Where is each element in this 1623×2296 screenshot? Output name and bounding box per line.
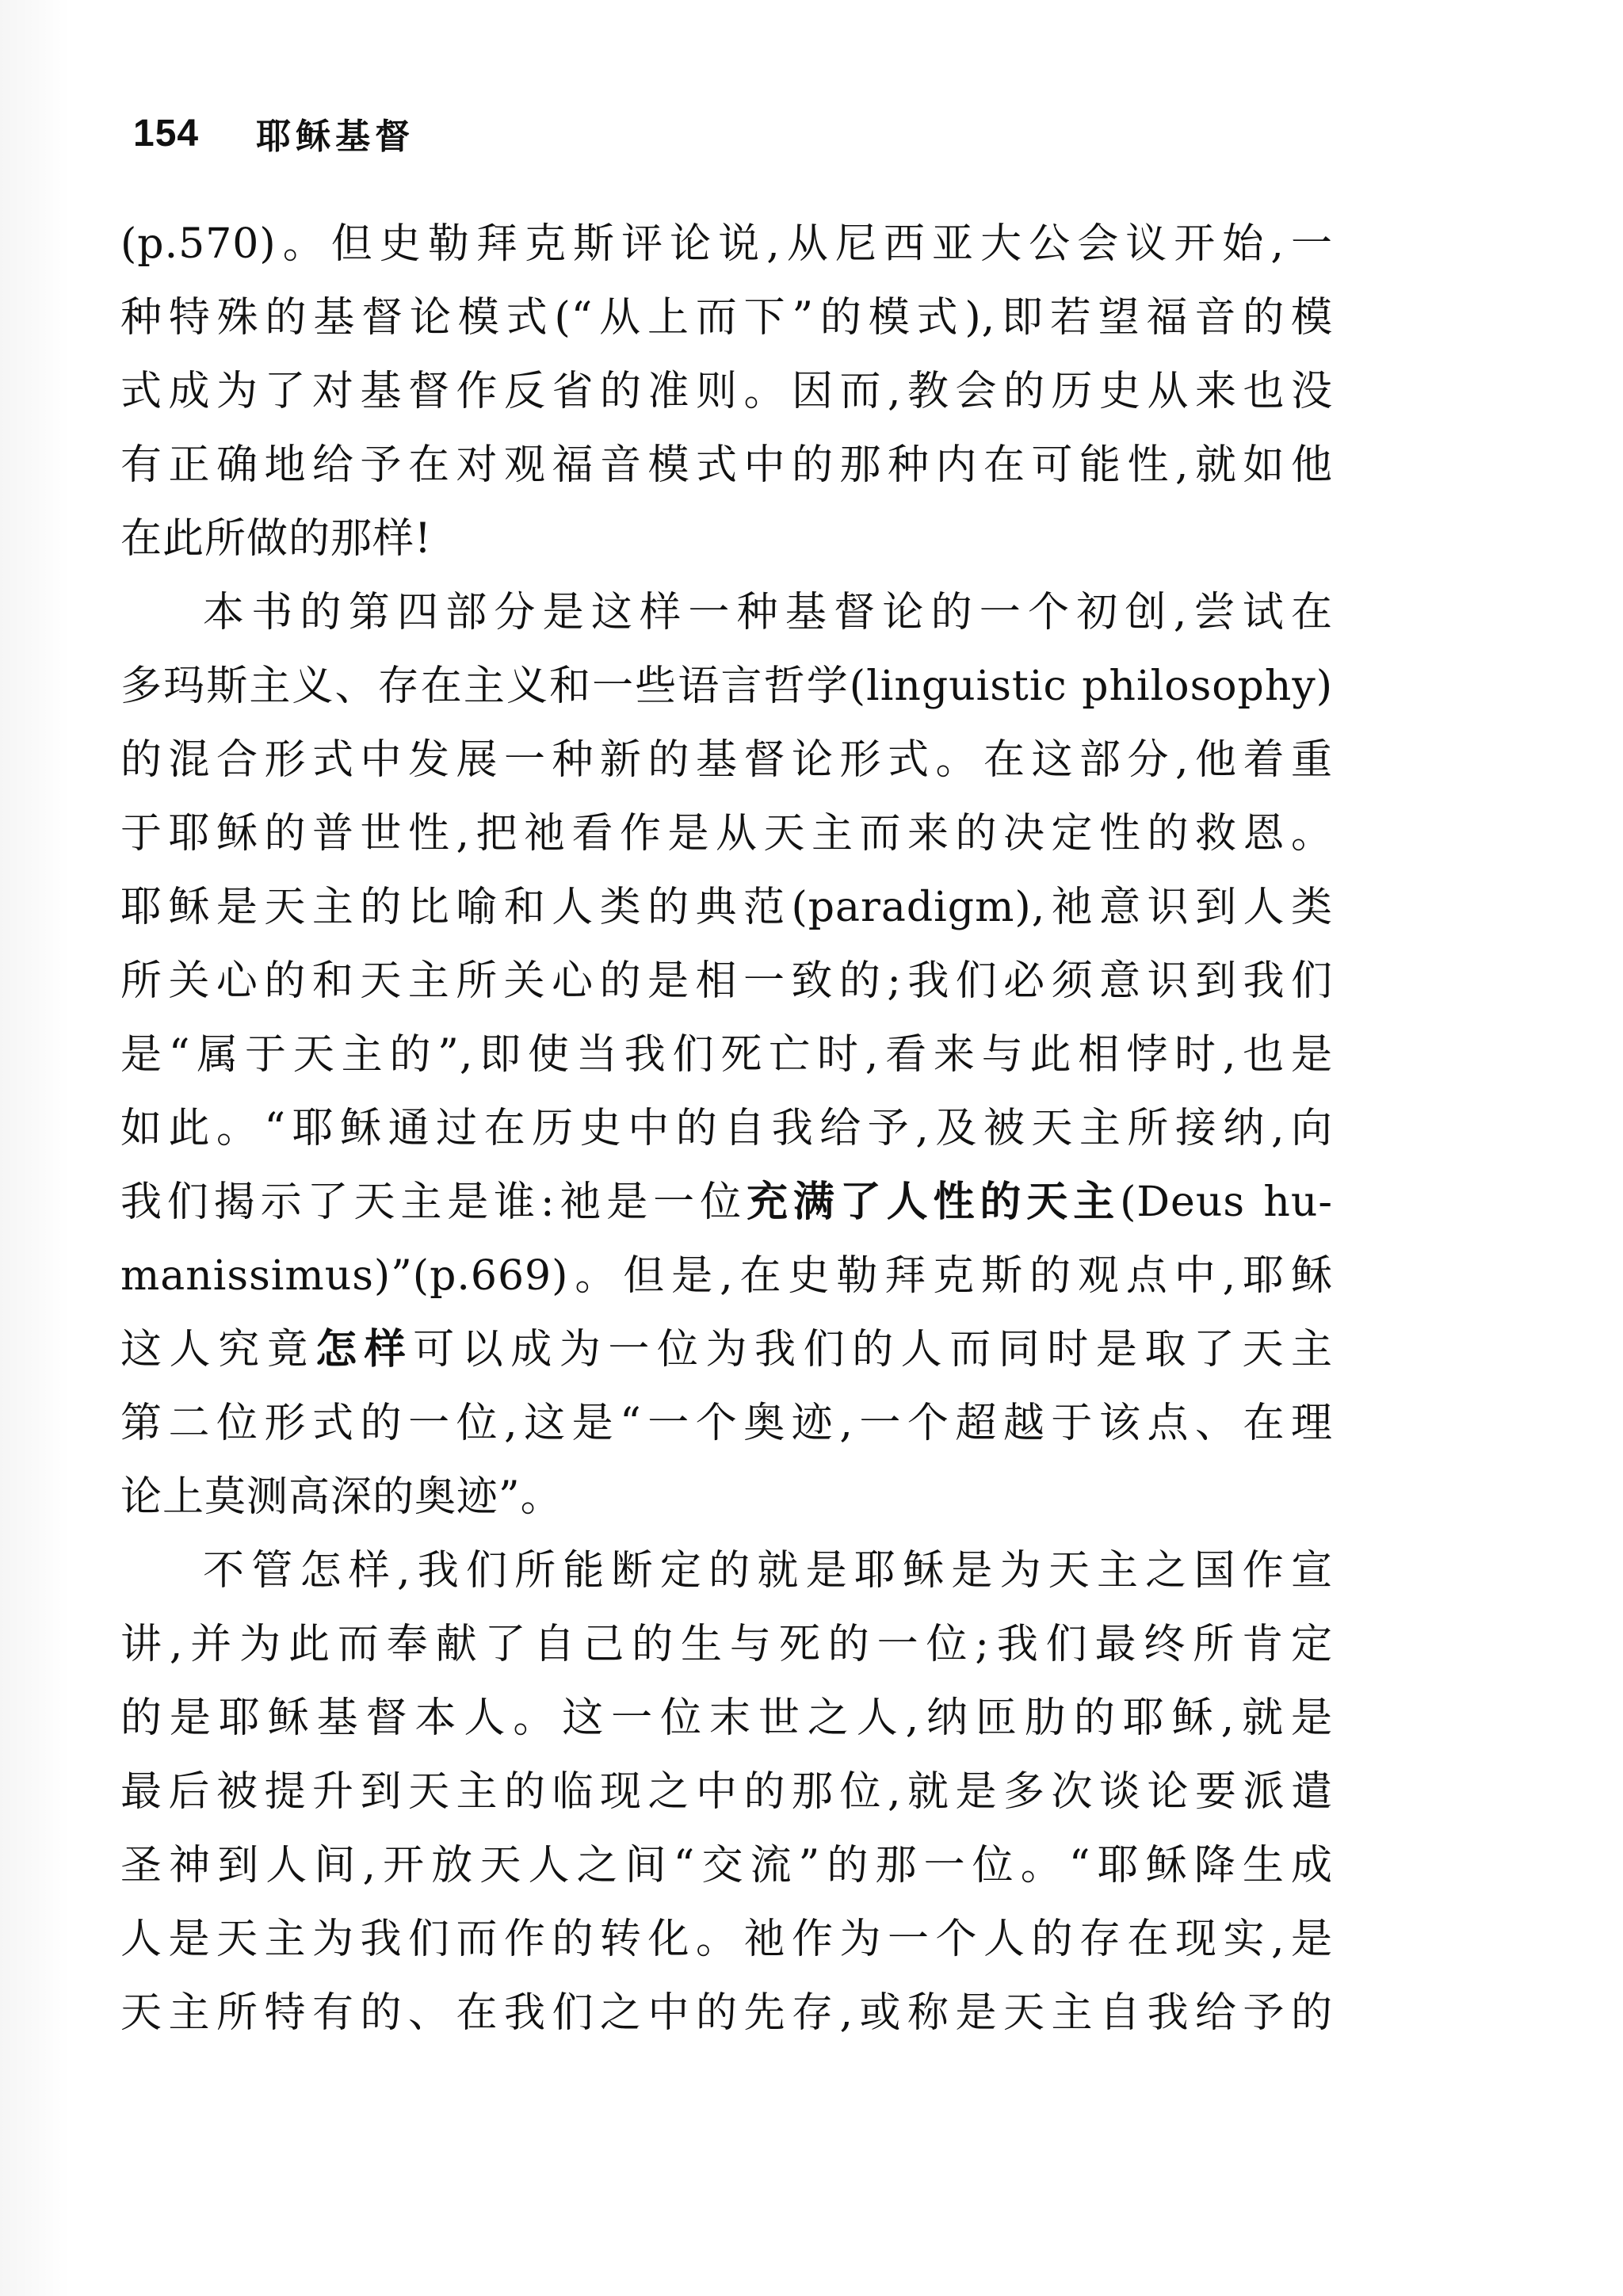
text-line: 本书的第四部分是这样一种基督论的一个初创,尝试在 xyxy=(203,589,1333,636)
text-line: 讲,并为此而奉献了自己的生与死的一位;我们最终所肯定 xyxy=(120,1621,1333,1668)
text-line: 在此所做的那样! xyxy=(120,515,432,563)
text-run: 这人究竟 xyxy=(120,1326,316,1373)
text-line: 圣神到人间,开放天人之间“交流”的那一位。“耶稣降生成 xyxy=(120,1842,1333,1889)
text-line: 式成为了对基督作反省的准则。因而,教会的历史从来也没 xyxy=(120,368,1333,415)
page-fold-shadow xyxy=(0,0,71,2296)
text-line: 人是天主为我们而作的转化。祂作为一个人的存在现实,是 xyxy=(120,1916,1333,1963)
text-run: 我们揭示了天主是谁:祂是一位 xyxy=(120,1179,747,1226)
paragraph-2 xyxy=(120,576,1333,1534)
text-line: 最后被提升到天主的临现之中的那位,就是多次谈论要派遣 xyxy=(120,1768,1333,1816)
text-line: 耶稣是天主的比喻和人类的典范(paradigm),祂意识到人类 xyxy=(120,884,1333,931)
body-text xyxy=(120,208,1333,2050)
text-line: 的是耶稣基督本人。这一位末世之人,纳匝肋的耶稣,就是 xyxy=(120,1694,1333,1742)
text-line: 种特殊的基督论模式(“从上而下”的模式),即若望福音的模 xyxy=(120,294,1333,342)
text-line: 如此。“耶稣通过在历史中的自我给予,及被天主所接纳,向 xyxy=(120,1105,1333,1152)
text-line: 不管怎样,我们所能断定的就是耶稣是为天主之国作宣 xyxy=(203,1547,1333,1595)
paragraph-1 xyxy=(120,208,1333,576)
page-number: 154 xyxy=(133,112,200,155)
text-line: 天主所特有的、在我们之中的先存,或称是天主自我给予的 xyxy=(120,1989,1333,2037)
text-line: 于耶稣的普世性,把祂看作是从天主而来的决定性的救恩。 xyxy=(120,810,1333,858)
text-line: 的混合形式中发展一种新的基督论形式。在这部分,他着重 xyxy=(120,736,1333,784)
text-run: 可以成为一位为我们的人而同时是取了天主 xyxy=(413,1326,1333,1373)
text-line: 第二位形式的一位,这是“一个奥迹,一个超越于该点、在理 xyxy=(120,1400,1333,1447)
text-line: 所关心的和天主所关心的是相一致的;我们必须意识到我们 xyxy=(120,957,1333,1005)
text-line-with-emphasis xyxy=(120,1313,1333,1387)
running-head xyxy=(133,101,414,165)
text-line: manissimus)”(p.669)。但是,在史勒拜克斯的观点中,耶稣 xyxy=(120,1252,1333,1300)
emphasis-text: 怎样 xyxy=(315,1326,414,1373)
text-line-with-emphasis xyxy=(120,1166,1333,1240)
text-line: 多玛斯主义、存在主义和一些语言哲学(linguistic philosophy) xyxy=(120,663,1333,710)
running-title: 耶稣基督 xyxy=(256,117,415,157)
text-line: 论上莫测高深的奥迹”。 xyxy=(120,1473,563,1521)
paragraph-3 xyxy=(120,1534,1333,2050)
text-run: (Deus hu- xyxy=(1120,1179,1333,1226)
text-line: 有正确地给予在对观福音模式中的那种内在可能性,就如他 xyxy=(120,441,1333,489)
text-line: (p.570)。但史勒拜克斯评论说,从尼西亚大公会议开始,一 xyxy=(120,220,1333,268)
emphasis-text: 充满了人性的天主 xyxy=(746,1179,1121,1226)
text-line: 是“属于天主的”,即使当我们死亡时,看来与此相悖时,也是 xyxy=(120,1031,1333,1079)
